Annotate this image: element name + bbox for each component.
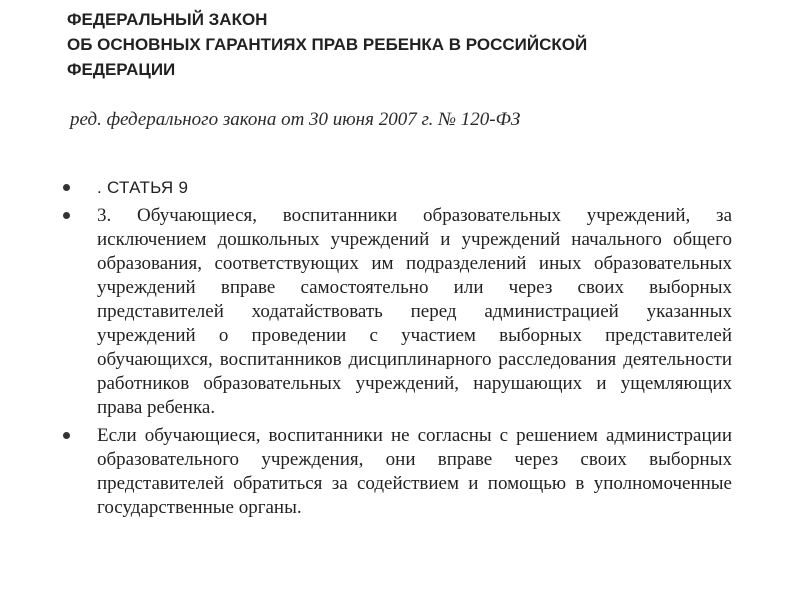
clause-3-text: 3. Обучающиеся, воспитанники образовательных учреждений, за исключением дошкольных учреждений и учреждений начального общего образования, соответствующих им подразделений иных образовательных учреждений вправе самостоятельно или через своих выборных представителей ходатайствовать перед администрацией указанных учреждений о проведении с участием выборных представителей обучающихся, воспитанников дисциплинарного расследования деятельности работников образовательных учреждений, нарушающих и ущемляющих права ребенка. bbox=[97, 205, 732, 418]
article-list bbox=[60, 176, 732, 524]
law-title-line-1: ФЕДЕРАЛЬНЫЙ ЗАКОН bbox=[67, 10, 268, 29]
bullet-icon bbox=[63, 184, 70, 191]
edition-note: ред. федерального закона от 30 июня 2007 г. № 120-ФЗ bbox=[70, 109, 521, 130]
list-item-appeal bbox=[60, 424, 732, 520]
bullet-icon bbox=[63, 432, 70, 439]
law-title-line-2: ОБ ОСНОВНЫХ ГАРАНТИЯХ ПРАВ РЕБЕНКА В РОССИЙСКОЙ bbox=[67, 35, 588, 54]
law-title-line-3: ФЕДЕРАЦИИ bbox=[67, 60, 176, 79]
list-item-clause-3 bbox=[60, 204, 732, 420]
list-item-article-heading bbox=[60, 176, 732, 200]
law-title bbox=[67, 7, 767, 82]
article-heading-text: . СТАТЬЯ 9 bbox=[97, 178, 189, 197]
bullet-icon bbox=[63, 212, 70, 219]
appeal-text: Если обучающиеся, воспитанники не согласны с решением администрации образовательного учреждения, они вправе через своих выборных представителей обратиться за содействием и помощью в уполномоченные государственные органы. bbox=[97, 425, 732, 518]
